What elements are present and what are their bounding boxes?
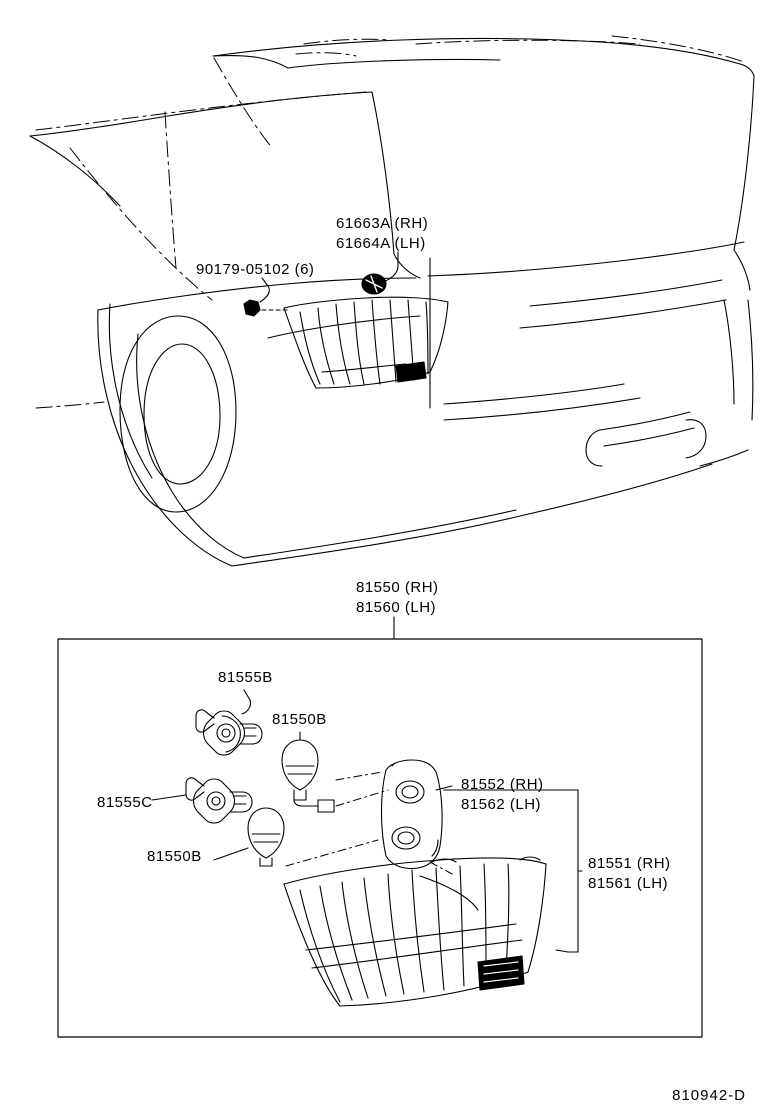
assembly-label-lh: 81560 (LH) xyxy=(356,599,437,616)
callout-81562: 81562 (LH) xyxy=(461,796,542,813)
upper-tail-lamp xyxy=(284,297,448,388)
part-81550b-lower-bulb xyxy=(248,808,284,866)
assembly-label-rh: 81550 (RH) xyxy=(356,579,439,596)
leader-81555c xyxy=(152,795,186,800)
assembly-axis-lines xyxy=(286,772,452,874)
callout-81555c: 81555C xyxy=(97,794,153,811)
callout-81550b-upper: 81550B xyxy=(272,711,327,728)
part-81550b-upper-bulb xyxy=(282,740,334,812)
callout-90179: 90179-05102 (6) xyxy=(196,261,315,278)
part-81552-socket-plate xyxy=(382,760,443,869)
sheet-code: 810942-D xyxy=(672,1087,746,1104)
leader-81555b xyxy=(242,690,251,714)
detail-box xyxy=(58,639,702,1037)
part-81551-lamp-lens xyxy=(284,857,546,1006)
upper-nut-90179 xyxy=(244,300,260,316)
upper-clip-61663a xyxy=(362,274,386,294)
callout-81552: 81552 (RH) xyxy=(461,776,544,793)
leader-81550b-lower xyxy=(214,848,248,860)
part-81555b-socket xyxy=(196,710,262,755)
bracket-81551 xyxy=(568,790,582,952)
part-81555c-socket xyxy=(186,778,252,823)
callout-61663a: 61663A (RH) xyxy=(336,215,429,232)
callout-81551: 81551 (RH) xyxy=(588,855,671,872)
leader-81551-lens xyxy=(556,950,568,952)
callout-61664a: 61664A (LH) xyxy=(336,235,426,252)
leader-90179 xyxy=(260,278,269,302)
callout-81561: 81561 (LH) xyxy=(588,875,669,892)
leader-81552 xyxy=(436,786,452,790)
callout-81550b-lower: 81550B xyxy=(147,848,202,865)
vehicle-body-outline xyxy=(30,38,754,566)
callout-81555b: 81555B xyxy=(218,669,273,686)
